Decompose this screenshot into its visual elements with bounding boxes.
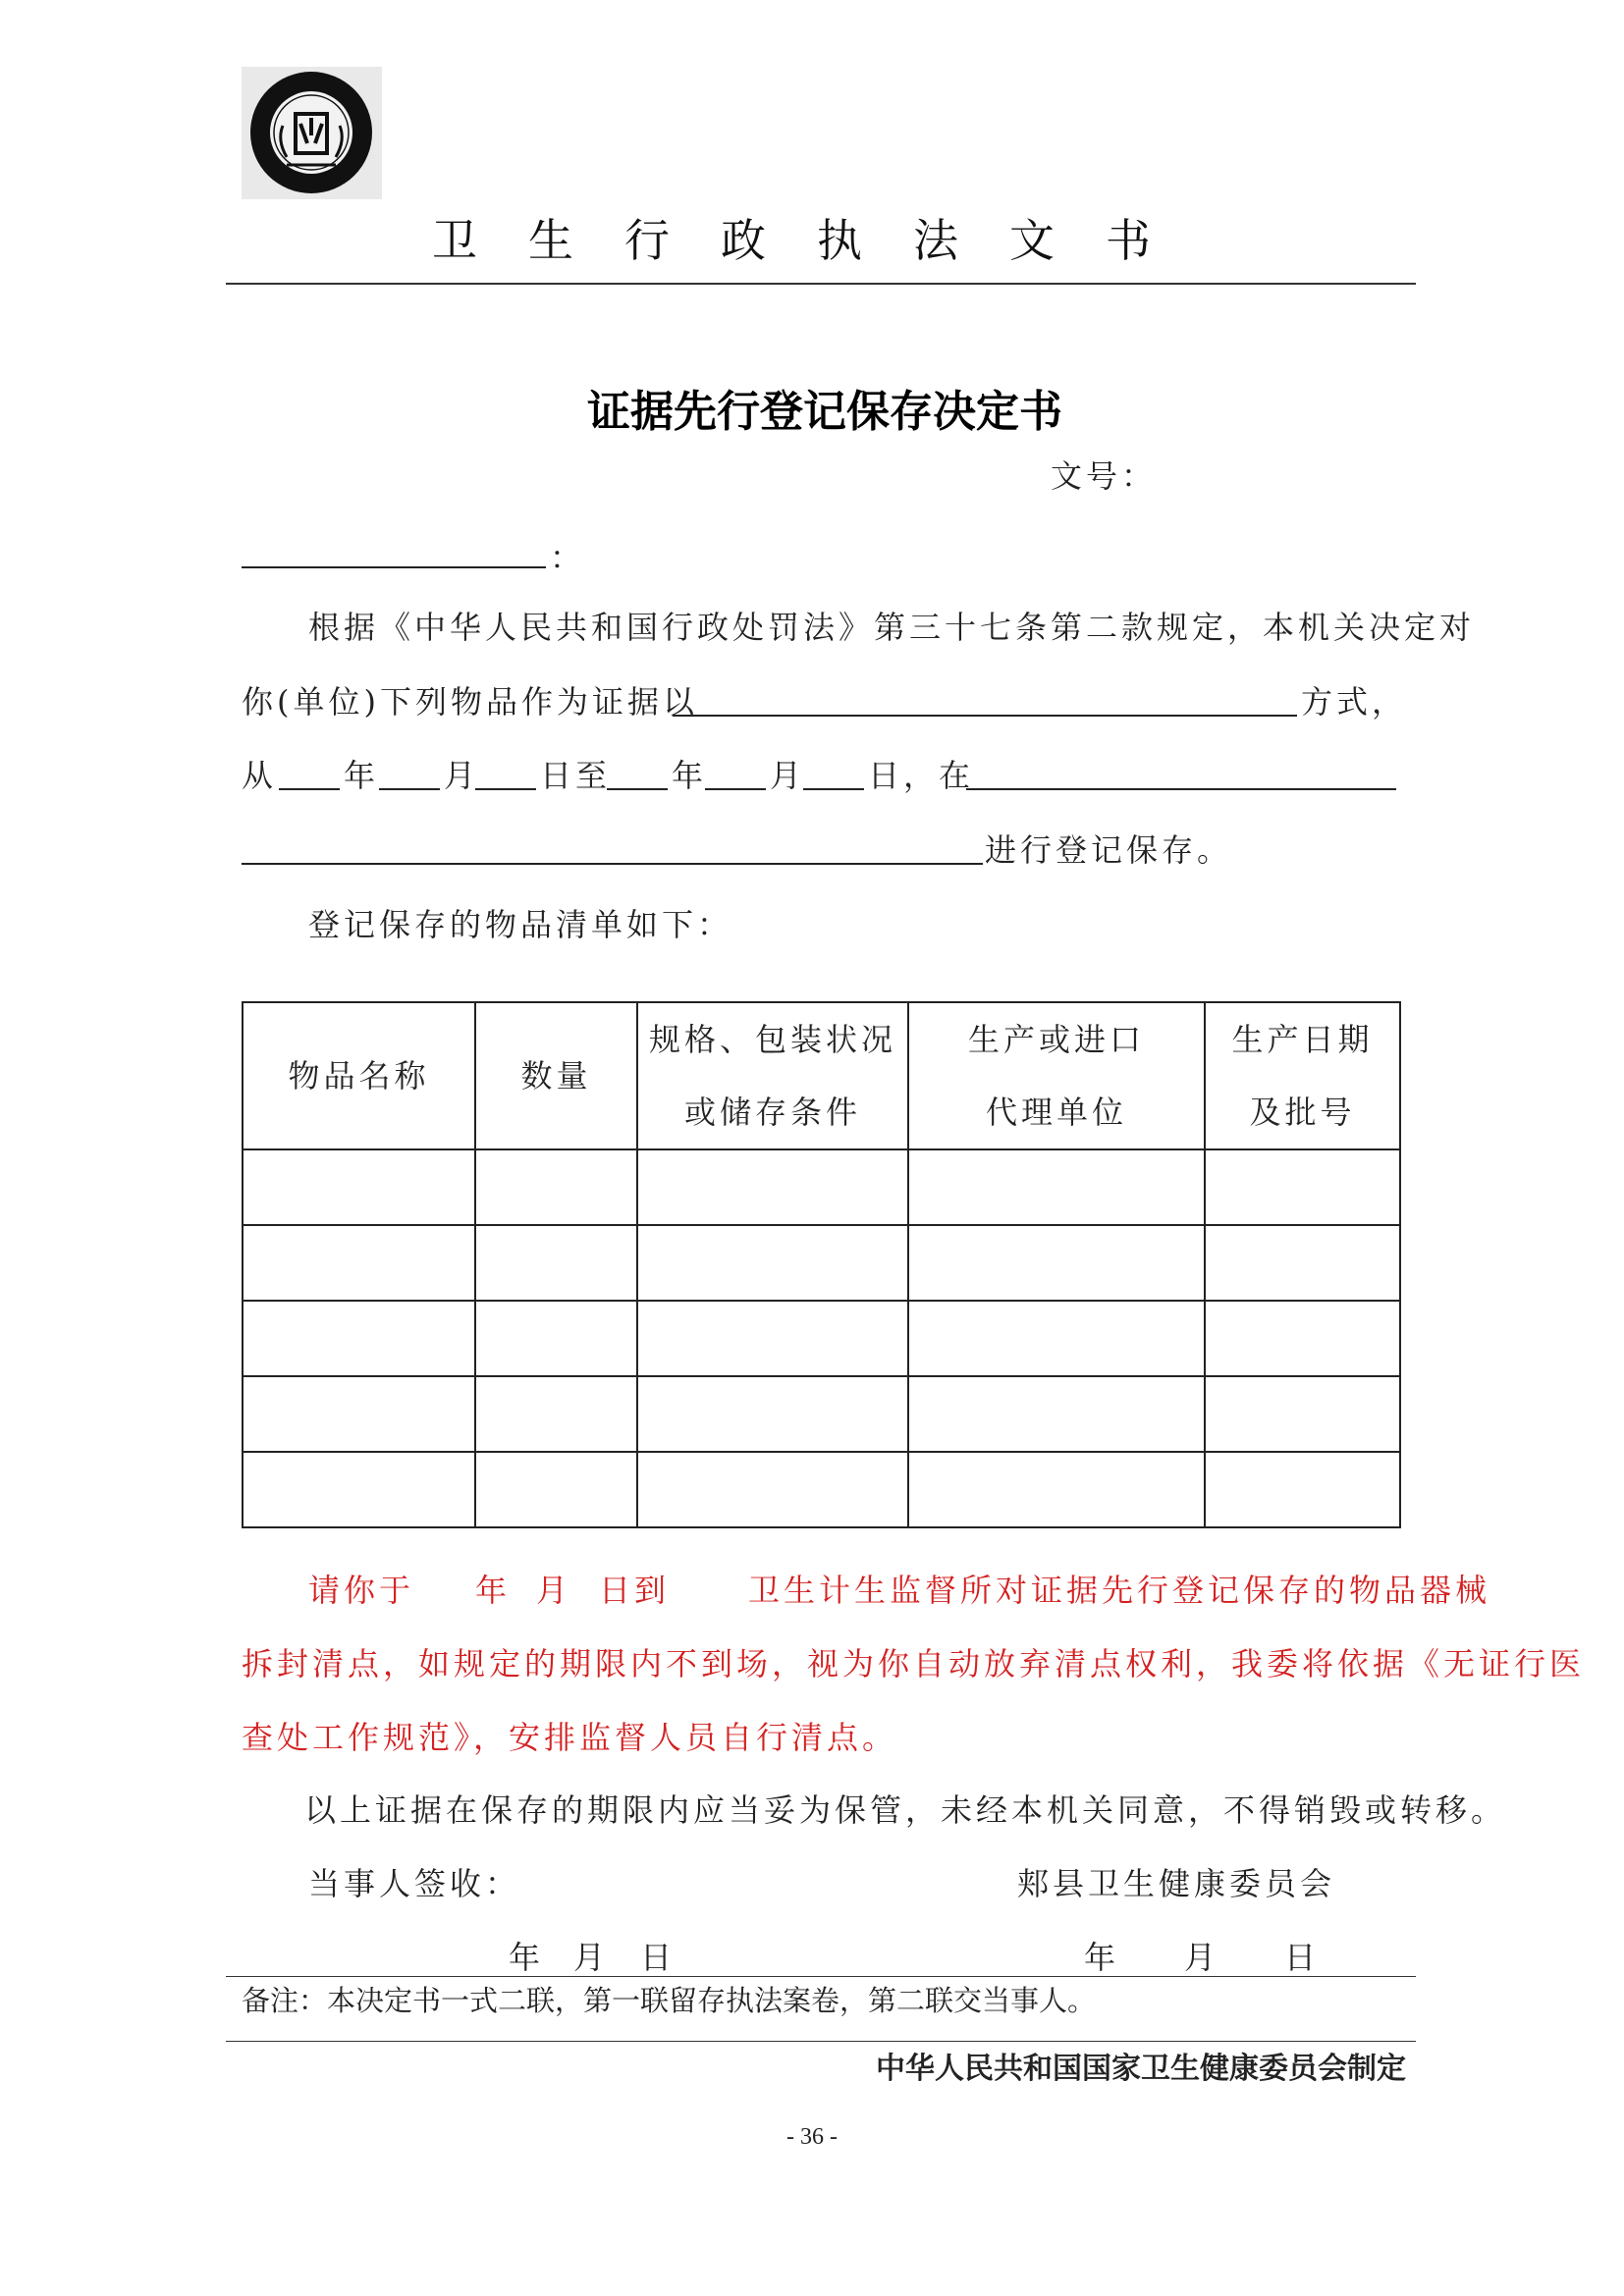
table-cell[interactable] (637, 1225, 908, 1301)
footer-note: 备注：本决定书一式二联，第一联留存执法案卷，第二联交当事人。 (242, 1984, 1097, 2017)
para1-line2-start: 你(单位)下列物品作为证据以 (242, 683, 698, 721)
table-cell[interactable] (475, 1149, 637, 1225)
start-day-blank[interactable] (475, 788, 536, 790)
table-cell[interactable] (1205, 1301, 1400, 1376)
table-cell[interactable] (1205, 1149, 1400, 1225)
table-cell[interactable] (908, 1376, 1205, 1452)
header-line1: 生产日期 (1231, 1021, 1374, 1058)
header-line2: 及批号 (1249, 1094, 1356, 1131)
table-cell[interactable] (243, 1452, 475, 1527)
table-cell[interactable] (908, 1301, 1205, 1376)
location-blank[interactable] (966, 788, 1396, 790)
table-header-cell (475, 1002, 637, 1149)
header-line2: 代理单位 (985, 1094, 1127, 1131)
right-date-month: 月 (1184, 1939, 1220, 1976)
document-title: 证据先行登记保存决定书 (587, 387, 1062, 437)
method-underline[interactable] (673, 715, 1297, 717)
party-sign-label: 当事人签收： (308, 1865, 521, 1902)
table-row (243, 1149, 1400, 1225)
header-line1: 数量 (520, 1057, 592, 1095)
left-date-month: 月 (573, 1939, 610, 1976)
notice-line2: 拆封清点，如规定的期限内不到场，视为你自动放弃清点权利，我委将依据《无证行医 (242, 1645, 1586, 1682)
end-month-blank[interactable] (705, 788, 766, 790)
header-line1: 生产或进口 (967, 1021, 1145, 1058)
table-cell[interactable] (637, 1452, 908, 1527)
table-header-cell (243, 1002, 475, 1149)
notice-day-to: 日到 (599, 1572, 671, 1609)
table-row (243, 1452, 1400, 1527)
right-date-year: 年 (1084, 1939, 1120, 1976)
table-cell[interactable] (243, 1376, 475, 1452)
para1-line2-end: 方式， (1301, 683, 1408, 721)
letterhead: 卫生行政执法文书 (432, 214, 1202, 267)
table-cell[interactable] (1205, 1376, 1400, 1452)
end-month-label: 月 (770, 757, 806, 794)
table-header-row (243, 1002, 1400, 1149)
issuing-authority: 中华人民共和国国家卫生健康委员会制定 (876, 2052, 1406, 2086)
header-line2: 或储存条件 (683, 1094, 861, 1131)
table-cell[interactable] (908, 1149, 1205, 1225)
table-header-cell (1205, 1002, 1400, 1149)
start-year-blank[interactable] (279, 788, 340, 790)
table-cell[interactable] (637, 1376, 908, 1452)
seal-icon (242, 67, 382, 199)
end-year-label: 年 (672, 757, 708, 794)
day-to-label: 日至 (540, 757, 612, 794)
left-date-day: 日 (640, 1939, 677, 1976)
notice-line3: 查处工作规范》，安排监督人员自行清点。 (242, 1719, 898, 1756)
footer-rule-bottom (226, 2041, 1416, 2042)
end-year-blank[interactable] (607, 788, 668, 790)
left-date-year: 年 (509, 1939, 545, 1976)
location-blank-continued[interactable] (242, 863, 983, 865)
notice-part1: 请你于 (308, 1572, 415, 1609)
table-row (243, 1301, 1400, 1376)
letterhead-rule (226, 283, 1416, 285)
start-year-label: 年 (344, 757, 380, 794)
table-cell[interactable] (637, 1149, 908, 1225)
end-day-blank[interactable] (803, 788, 864, 790)
table-cell[interactable] (243, 1301, 475, 1376)
custody-statement: 以上证据在保存的期限内应当妥为保管，未经本机关同意，不得销毁或转移。 (304, 1791, 1507, 1829)
table-row (243, 1376, 1400, 1452)
items-table (242, 1001, 1401, 1528)
right-date-day: 日 (1284, 1939, 1321, 1976)
notice-part5: 卫生计生监督所对证据先行登记保存的物品器械 (748, 1572, 1491, 1609)
doc-number-label: 文号： (1051, 457, 1158, 495)
table-row (243, 1225, 1400, 1301)
start-month-label: 月 (444, 757, 480, 794)
recipient-colon: ： (550, 539, 586, 576)
list-intro: 登记保存的物品清单如下： (308, 906, 733, 943)
agency-name: 郏县卫生健康委员会 (1017, 1865, 1336, 1902)
para1-line1: 根据《中华人民共和国行政处罚法》第三十七条第二款规定，本机关决定对 (308, 609, 1476, 646)
table-cell[interactable] (908, 1452, 1205, 1527)
table-cell[interactable] (243, 1225, 475, 1301)
day-at-label: 日，在 (868, 757, 975, 794)
notice-year: 年 (475, 1572, 512, 1609)
table-cell[interactable] (475, 1225, 637, 1301)
table-header-cell (908, 1002, 1205, 1149)
table-cell[interactable] (637, 1301, 908, 1376)
from-label: 从 (242, 757, 278, 794)
table-header-cell (637, 1002, 908, 1149)
header-line1: 物品名称 (288, 1057, 430, 1095)
table-cell[interactable] (1205, 1225, 1400, 1301)
table-cell[interactable] (475, 1376, 637, 1452)
table-cell[interactable] (475, 1301, 637, 1376)
notice-month: 月 (536, 1572, 572, 1609)
table-cell[interactable] (908, 1225, 1205, 1301)
table-cell[interactable] (243, 1149, 475, 1225)
header-line1: 规格、包装状况 (648, 1021, 896, 1058)
inspection-seal-logo (242, 67, 382, 199)
line4-end: 进行登记保存。 (985, 831, 1233, 869)
recipient-underline[interactable] (242, 566, 546, 568)
table-cell[interactable] (1205, 1452, 1400, 1527)
footer-rule-top (226, 1976, 1416, 1977)
start-month-blank[interactable] (379, 788, 440, 790)
page-number: - 36 - (786, 2124, 838, 2150)
table-cell[interactable] (475, 1452, 637, 1527)
